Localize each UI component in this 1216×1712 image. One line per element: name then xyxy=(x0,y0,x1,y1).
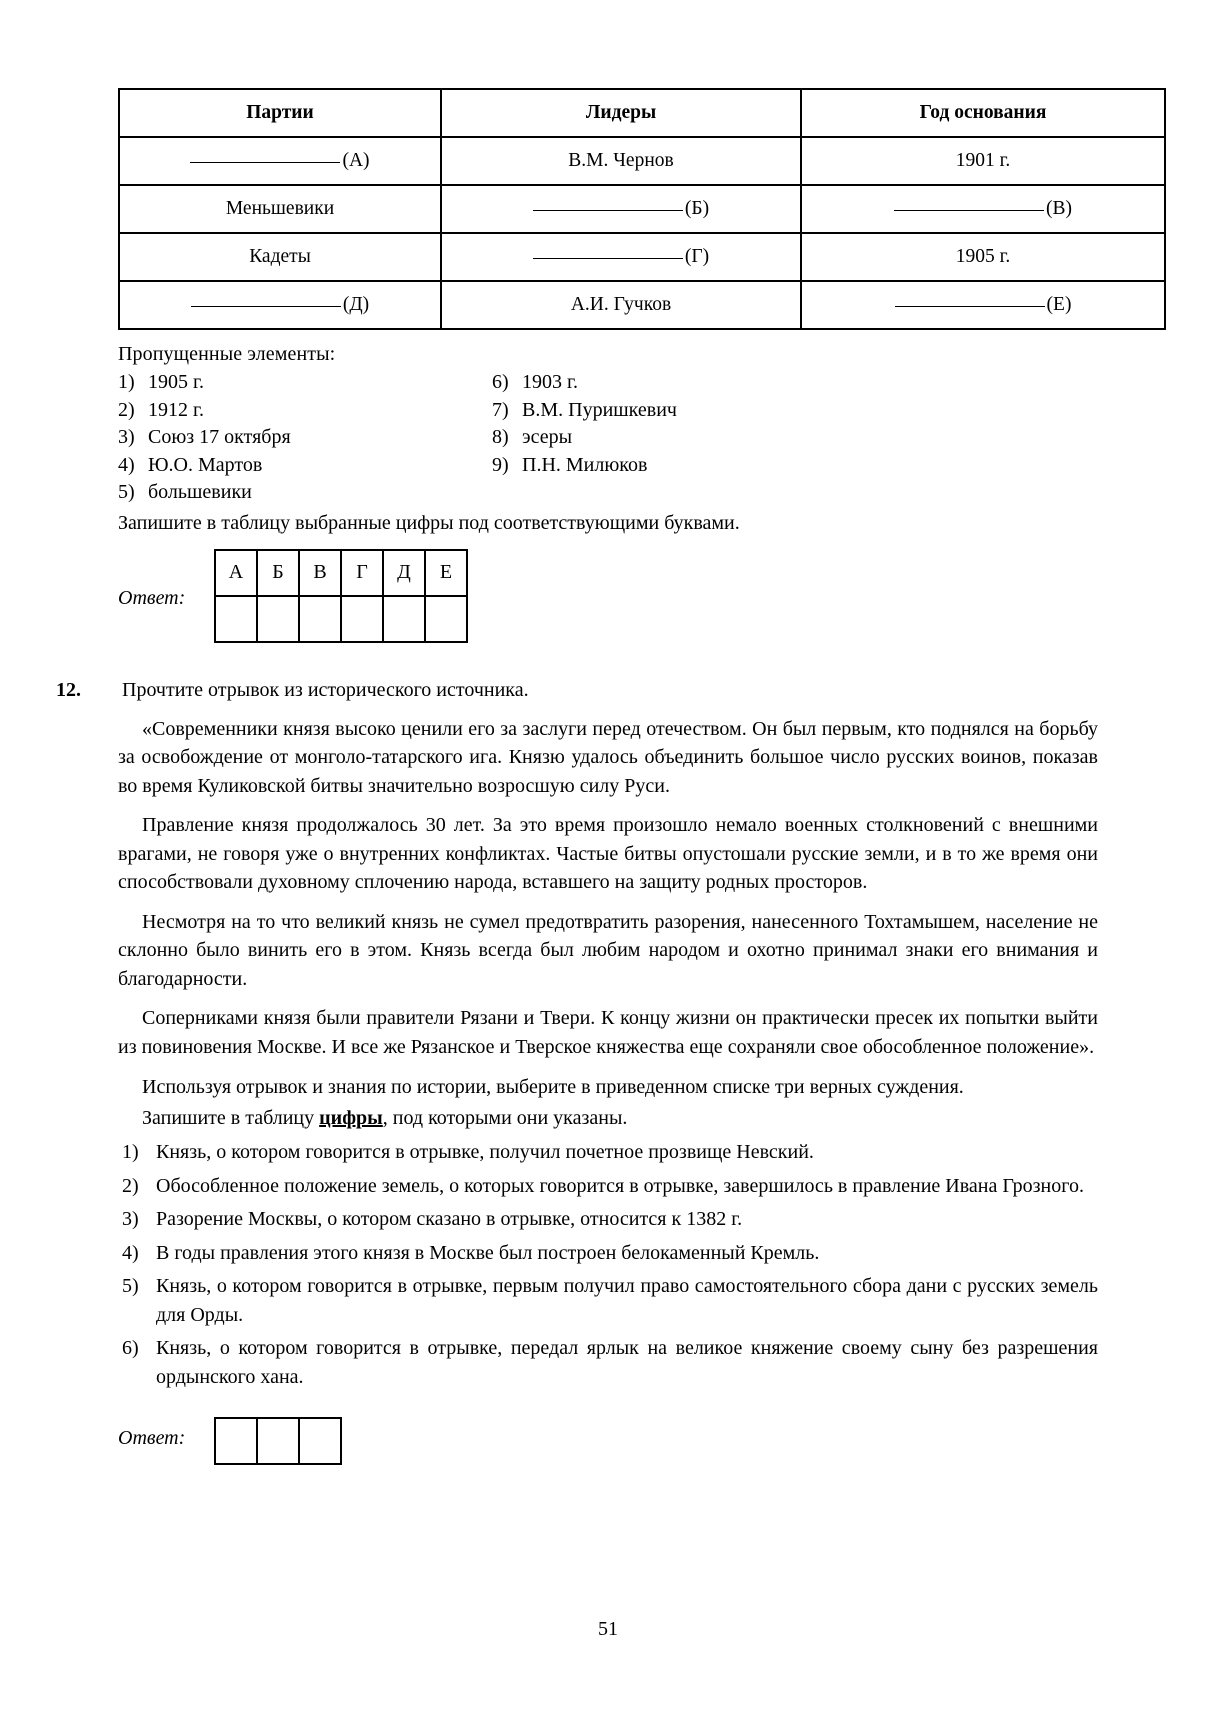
list-item-label: Князь, о котором говорится в отрывке, первым получил право самостоятельного сбора дани с русских земель для Орды. xyxy=(156,1275,1098,1326)
source-paragraph-3: Несмотря на то что великий князь не сумел предотвратить разорения, нанесенного Тохтамышем, население не склонно было винить его в этом. Князь всегда был любим народом и охотно принимал знаки его внимания и благодарности. xyxy=(118,910,1098,990)
list-item-number: 3) xyxy=(118,426,135,448)
answer-cell-d[interactable] xyxy=(383,596,425,642)
list-item-number: 1) xyxy=(118,371,135,393)
list-item-label: 1903 г. xyxy=(522,371,578,393)
list-item-number: 1) xyxy=(122,1141,139,1163)
answer-cell-e[interactable] xyxy=(425,596,467,642)
source-paragraph-1: «Современники князя высоко ценили его за заслуги перед отечеством. Он был первым, кто поднялся на борьбу за освобождение от монголо-татарского ига. Князю удалось объединить большое число русских воинов, показав во время Куликовской битвы значительно возросшую силу Руси. xyxy=(118,717,1098,797)
cell-leader-1: В.М. Чернов xyxy=(441,137,801,185)
list-item-label: эсеры xyxy=(522,426,573,448)
answer-grid-digits[interactable] xyxy=(214,1417,342,1465)
list-item-label: Разорение Москвы, о котором сказано в отрывке, относится к 1382 г. xyxy=(156,1208,743,1230)
question-12 xyxy=(56,678,1098,1392)
blank-line xyxy=(191,306,341,307)
list-item-label: В годы правления этого князя в Москве был построен белокаменный Кремль. xyxy=(156,1241,820,1264)
table-row xyxy=(119,137,1165,185)
list-item xyxy=(118,452,488,480)
table-header-leaders: Лидеры xyxy=(441,89,801,137)
list-item xyxy=(118,1239,1098,1268)
answer-grid-letter-row xyxy=(215,550,467,596)
table-row xyxy=(119,281,1165,329)
list-item xyxy=(492,424,1052,452)
table-header-year: Год основания xyxy=(801,89,1165,137)
list-item-number: 6) xyxy=(492,371,509,393)
list-item-label: Князь, о котором говорится в отрывке, передал ярлык на великое княжение своему сыну без разрешения ордынского хана. xyxy=(156,1337,1098,1388)
answer-cell-g[interactable] xyxy=(341,596,383,642)
task-instruction-2-underlined: цифры xyxy=(319,1106,383,1129)
list-item xyxy=(118,479,488,507)
blank-line xyxy=(895,306,1045,307)
cell-year-4: (Е) xyxy=(801,281,1165,329)
list-item xyxy=(118,424,488,452)
list-item-number: 4) xyxy=(122,1241,139,1264)
list-item-label: Ю.О. Мартов xyxy=(148,453,263,476)
list-item xyxy=(118,1172,1098,1201)
source-paragraph-4: Соперниками князя были правители Рязани и Твери. К концу жизни он практически пресек их попытки выйти из повиновения Москве. И все же Рязанское и Тверское княжества еще сохраняли свое обособленное положение». xyxy=(118,1007,1098,1058)
answer-letter-g: Г xyxy=(341,550,383,596)
missing-elements-title: Пропущенные элементы: xyxy=(118,343,336,365)
answer-label: Ответ: xyxy=(118,586,186,609)
blank-line xyxy=(533,210,683,211)
table-row xyxy=(119,233,1165,281)
source-paragraph-2: Правление князя продолжалось 30 лет. За это время произошло немало военных столкновений с внешними врагами, не говоря уже о внутренних конфликтах. Частые битвы опустошали русские земли, и в то же время они способствовали духовному сплочению народа, вставшего на защиту родных просторов. xyxy=(118,814,1098,893)
cell-year-1: 1901 г. xyxy=(801,137,1165,185)
list-item-label: 1912 г. xyxy=(148,398,204,421)
answer-cell-3[interactable] xyxy=(299,1418,341,1464)
page-number: 51 xyxy=(598,1618,618,1640)
answer-grid-letters[interactable] xyxy=(214,549,468,643)
list-item-number: 7) xyxy=(492,398,509,421)
answer-block-2 xyxy=(118,1417,1098,1477)
answer-cell-b[interactable] xyxy=(257,596,299,642)
table-header-row xyxy=(119,89,1165,137)
list-item-label: Обособленное положение земель, о которых говорится в отрывке, завершилось в правление Ивана Грозного. xyxy=(156,1174,1084,1197)
answer-letter-v: В xyxy=(299,550,341,596)
list-item-label: В.М. Пуришкевич xyxy=(522,398,677,421)
answer-label: Ответ: xyxy=(118,1427,186,1449)
cell-leader-4: А.И. Гучков xyxy=(441,281,801,329)
list-item xyxy=(492,369,1052,397)
table-header-parties: Партии xyxy=(119,89,441,137)
missing-elements-left-column xyxy=(118,369,488,507)
list-item-number: 4) xyxy=(118,453,135,476)
fill-table-instruction: Запишите в таблицу выбранные цифры под соответствующими буквами. xyxy=(118,511,740,534)
list-item-number: 8) xyxy=(492,426,509,448)
cell-year-3: 1905 г. xyxy=(801,233,1165,281)
blank-line xyxy=(894,210,1044,211)
cell-party-2: Меньшевики xyxy=(119,185,441,233)
answer-letter-a: А xyxy=(215,550,257,596)
answer-cell-v[interactable] xyxy=(299,596,341,642)
answer-cell-2[interactable] xyxy=(257,1418,299,1464)
list-item-number: 6) xyxy=(122,1337,139,1359)
answer-cell-a[interactable] xyxy=(215,596,257,642)
list-item xyxy=(118,369,488,397)
answer-letter-b: Б xyxy=(257,550,299,596)
list-item xyxy=(118,1272,1098,1329)
task-instruction-2-before: Запишите в таблицу xyxy=(142,1106,320,1129)
cell-leader-2: (Б) xyxy=(441,185,801,233)
question-number: 12. xyxy=(56,678,81,701)
list-item-label: П.Н. Милюков xyxy=(522,453,648,476)
answer-block-1 xyxy=(118,549,1098,645)
page-content xyxy=(56,88,1098,1477)
list-item-label: 1905 г. xyxy=(148,371,204,393)
statements-list xyxy=(118,1138,1098,1391)
cell-party-4: (Д) xyxy=(119,281,441,329)
list-item-number: 9) xyxy=(492,453,509,476)
cell-leader-3: (Г) xyxy=(441,233,801,281)
list-item xyxy=(118,397,488,425)
answer-letter-d: Д xyxy=(383,550,425,596)
list-item xyxy=(492,452,1052,480)
list-item-number: 5) xyxy=(118,481,135,503)
list-item xyxy=(118,1138,1098,1167)
matching-table xyxy=(118,88,1166,330)
missing-elements-right-column xyxy=(492,369,1052,479)
cell-year-2: (В) xyxy=(801,185,1165,233)
task-instruction-2-after: , под которыми они указаны. xyxy=(382,1106,628,1129)
cell-party-1: (А) xyxy=(119,137,441,185)
missing-elements-list xyxy=(118,369,1098,507)
list-item-label: Князь, о котором говорится в отрывке, получил почетное прозвище Невский. xyxy=(156,1141,814,1163)
answer-cell-1[interactable] xyxy=(215,1418,257,1464)
task-instruction-2 xyxy=(118,1104,1098,1133)
task-instruction-1: Используя отрывок и знания по истории, выберите в приведенном списке три верных суждения. xyxy=(142,1076,964,1098)
list-item-number: 2) xyxy=(118,398,135,421)
table-row xyxy=(119,185,1165,233)
question-title: Прочтите отрывок из исторического источника. xyxy=(122,678,529,701)
cell-party-3: Кадеты xyxy=(119,233,441,281)
blank-line xyxy=(190,162,340,163)
list-item xyxy=(492,397,1052,425)
list-item-number: 3) xyxy=(122,1208,139,1230)
answer-grid-input-row[interactable] xyxy=(215,1418,341,1464)
answer-letter-e: Е xyxy=(425,550,467,596)
list-item xyxy=(118,1205,1098,1234)
list-item xyxy=(118,1334,1098,1391)
answer-grid-input-row[interactable] xyxy=(215,596,467,642)
list-item-number: 2) xyxy=(122,1174,139,1197)
list-item-number: 5) xyxy=(122,1275,139,1297)
list-item-label: большевики xyxy=(148,481,252,503)
list-item-label: Союз 17 октября xyxy=(148,426,291,448)
blank-line xyxy=(533,258,683,259)
